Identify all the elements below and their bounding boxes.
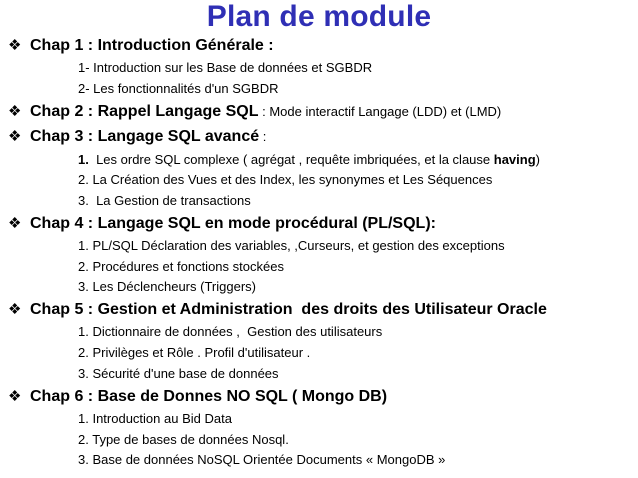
chapter-2-description: : Mode interactif Langage (LDD) et (LMD) — [258, 104, 502, 119]
chapter-3-heading: ❖ Chap 3 : Langage SQL avancé : — [8, 125, 266, 149]
diamond-bullet-icon: ❖ — [8, 388, 22, 405]
page-title: Plan de module — [206, 0, 432, 33]
chapter-6-heading: ❖ Chap 6 : Base de Donnes NO SQL ( Mongo DB) — [8, 385, 387, 409]
diamond-bullet-icon: ❖ — [8, 301, 22, 318]
chapter-4-heading: ❖ Chap 4 : Langage SQL en mode procédural (PL/SQL): — [8, 212, 436, 236]
chapter-1-heading: ❖ Chap 1 : Introduction Générale : — [8, 34, 274, 58]
chapter-3-item: 3. La Gestion de transactions — [78, 193, 251, 208]
chapter-4-item: 3. Les Déclencheurs (Triggers) — [78, 279, 256, 294]
chapter-5-heading: ❖ Chap 5 : Gestion et Administration des droits des Utilisateur Oracle — [8, 298, 547, 322]
chapter-5-item: 1. Dictionnaire de données , Gestion des utilisateurs — [78, 324, 383, 339]
diamond-bullet-icon: ❖ — [8, 215, 22, 232]
chapter-6-item: 2. Type de bases de données Nosql. — [78, 432, 289, 447]
diamond-bullet-icon: ❖ — [8, 103, 22, 120]
chapter-3-item: 1. Les ordre SQL complexe ( agrégat , requête imbriquées, et la clause having) — [78, 152, 540, 167]
chapter-6-item: 1. Introduction au Bid Data — [78, 411, 232, 426]
diamond-bullet-icon: ❖ — [8, 128, 22, 145]
chapter-3-item: 2. La Création des Vues et des Index, les synonymes et Les Séquences — [78, 172, 493, 187]
chapter-4-item: 2. Procédures et fonctions stockées — [78, 259, 284, 274]
chapter-5-item: 2. Privilèges et Rôle . Profil d'utilisateur . — [78, 345, 311, 360]
chapter-5-item: 3. Sécurité d'une base de données — [78, 366, 279, 381]
chapter-1-item: 2- Les fonctionnalités d'un SGBDR — [78, 81, 279, 96]
chapter-6-item: 3. Base de données NoSQL Orientée Documents « MongoDB » — [78, 452, 446, 467]
chapter-1-item: 1- Introduction sur les Base de données et SGBDR — [78, 60, 373, 75]
chapter-2-heading: ❖ Chap 2 : Rappel Langage SQL : Mode interactif Langage (LDD) et (LMD) — [8, 100, 501, 124]
chapter-3-colon: : — [259, 129, 267, 144]
chapter-4-item: 1. PL/SQL Déclaration des variables, ,Curseurs, et gestion des exceptions — [78, 238, 505, 253]
diamond-bullet-icon: ❖ — [8, 37, 22, 54]
